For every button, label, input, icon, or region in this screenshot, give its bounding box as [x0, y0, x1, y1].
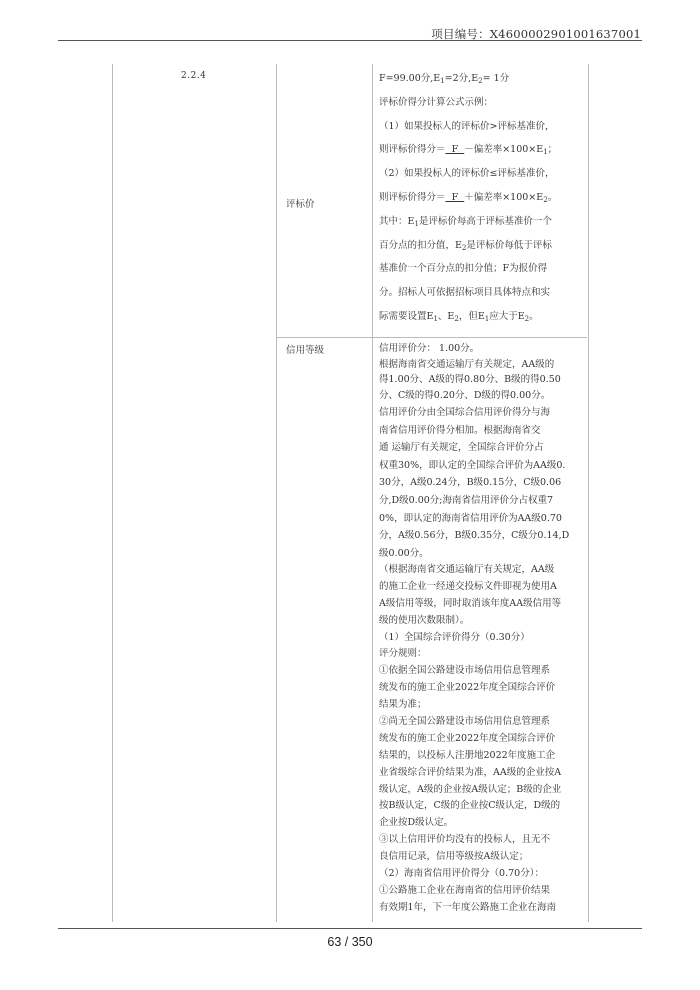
credit-line: 权重30%，即认定的全国综合评价为AA级0. — [379, 459, 566, 471]
project-number: 项目编号：X4600002901001637001 — [431, 27, 641, 41]
credit-line: 根据海南省交通运输厅有关规定，AA级的 — [379, 358, 555, 370]
credit-line: 分,D级0.00分;海南省信用评价分占权重7 — [379, 494, 554, 506]
credit-line: 级0.00分。 — [379, 547, 429, 559]
credit-line: （2）海南省信用评价得分（0.70分）： — [379, 868, 544, 880]
credit-line: ①依据全国公路建设市场信用信息管理系 — [379, 665, 551, 677]
credit-line: 得1.00分、A级的得0.80分、B级的得0.50 — [379, 374, 561, 386]
credit-line: 0%，即认定的海南省信用评价为AA级0.70 — [379, 512, 562, 524]
credit-line: 分，A级0.56分，B级0.35分，C级分0.14,D — [379, 530, 570, 542]
header-rule — [58, 40, 642, 41]
credit-line: 统发布的施工企业2022年度全国综合评价 — [379, 732, 556, 744]
footer-rule — [58, 928, 642, 929]
clause-number: 2.2.4 — [181, 71, 207, 81]
credit-line: 业省级综合评价结果为准，AA级的企业按A — [379, 766, 562, 778]
credit-grade-label: 信用等级 — [286, 345, 325, 356]
bid-price-content — [379, 67, 585, 329]
bid-price-line: 评标价得分计算公式示例： — [379, 96, 494, 108]
credit-line: （根据海南省交通运输厅有关规定，AA级 — [379, 564, 555, 575]
credit-line: ③以上信用评价均没有的投标人，且无不 — [379, 834, 551, 846]
credit-line: 级的使用次数限制）。 — [379, 614, 470, 626]
credit-line: 按B级认定，C级的企业按C级认定，D级的 — [379, 800, 561, 812]
credit-line: 级认定，A级的企业按A级认定；B级的企业 — [379, 783, 562, 795]
credit-line: 南省信用评价得分相加。根据海南省交 — [379, 424, 541, 436]
credit-line: 信用评价分由全国综合信用评价得分与海 — [379, 407, 551, 418]
credit-line: 结果为准； — [379, 699, 427, 711]
page-number: 63 / 350 — [327, 935, 373, 949]
credit-line: ②尚无全国公路建设市场信用信息管理系 — [379, 716, 551, 728]
credit-line: 分、C级的得0.20分、D级的得0.00分。 — [379, 389, 551, 401]
credit-line: 统发布的施工企业2022年度全国综合评价 — [379, 682, 556, 694]
credit-line: A级信用等级，同时取消该年度AA级信用等 — [379, 597, 562, 609]
bid-price-line: 际需要设置$E_1$、$E_2$，但$E_1$应大于$E_2$。 — [379, 310, 539, 323]
credit-line: 有效期1年，下一年度公路施工企业在海南 — [379, 901, 557, 913]
bid-price-line: 分。招标人可依据招标项目具体特点和实 — [379, 287, 551, 299]
credit-line: ①公路施工企业在海南省的信用评价结果 — [379, 884, 551, 896]
credit-block-1 — [379, 341, 585, 403]
column-divider-2 — [372, 64, 373, 922]
credit-line: 结果的，以投标人注册地2022年度施工企 — [379, 749, 556, 761]
column-divider-1 — [276, 64, 277, 922]
credit-line: 良信用记录，信用等级按A级认定； — [379, 851, 529, 863]
credit-line: 通 运输厅有关规定，全国综合评价分占 — [379, 442, 544, 454]
credit-line: 的施工企业一经递交投标文件即视为使用A — [379, 580, 557, 592]
credit-line: 评分规则： — [379, 648, 427, 660]
row-divider — [276, 337, 587, 338]
credit-block-3 — [379, 562, 585, 917]
bid-price-line: （2）如果投标人的评标价≤评标基准价， — [379, 168, 555, 180]
bid-price-line: 其中：$E_1$是评标价每高于评标基准价一个 — [379, 215, 552, 228]
credit-line: 30分，A级0.24分，B级0.15分，C级0.06 — [379, 477, 562, 489]
credit-line: 企业按D级认定。 — [379, 817, 454, 829]
bid-price-line: （1）如果投标人的评标价>评标基准价， — [379, 120, 555, 132]
bid-price-line: 百分点的扣分值，$E_2$是评标价每低于评标 — [379, 239, 552, 252]
credit-block-2 — [379, 404, 585, 562]
bid-price-line: 基准价一个百分点的扣分值；F为报价得 — [379, 263, 548, 275]
bid-price-formula-1: 则评标价得分＝ F －偏差率$\times 100\times E_1$； — [379, 144, 558, 157]
bid-price-line: F=99.00分$,E_1=2$分$,E_2= 1$分 — [379, 73, 510, 85]
bid-price-label: 评标价 — [286, 199, 315, 210]
credit-line: 信用评价分： 1.00分。 — [379, 343, 480, 354]
credit-line: （1）全国综合评价得分（0.30分） — [379, 631, 530, 643]
bid-price-formula-2: 则评标价得分＝ F ＋偏差率$\times 100\times E_2$。 — [379, 191, 558, 204]
